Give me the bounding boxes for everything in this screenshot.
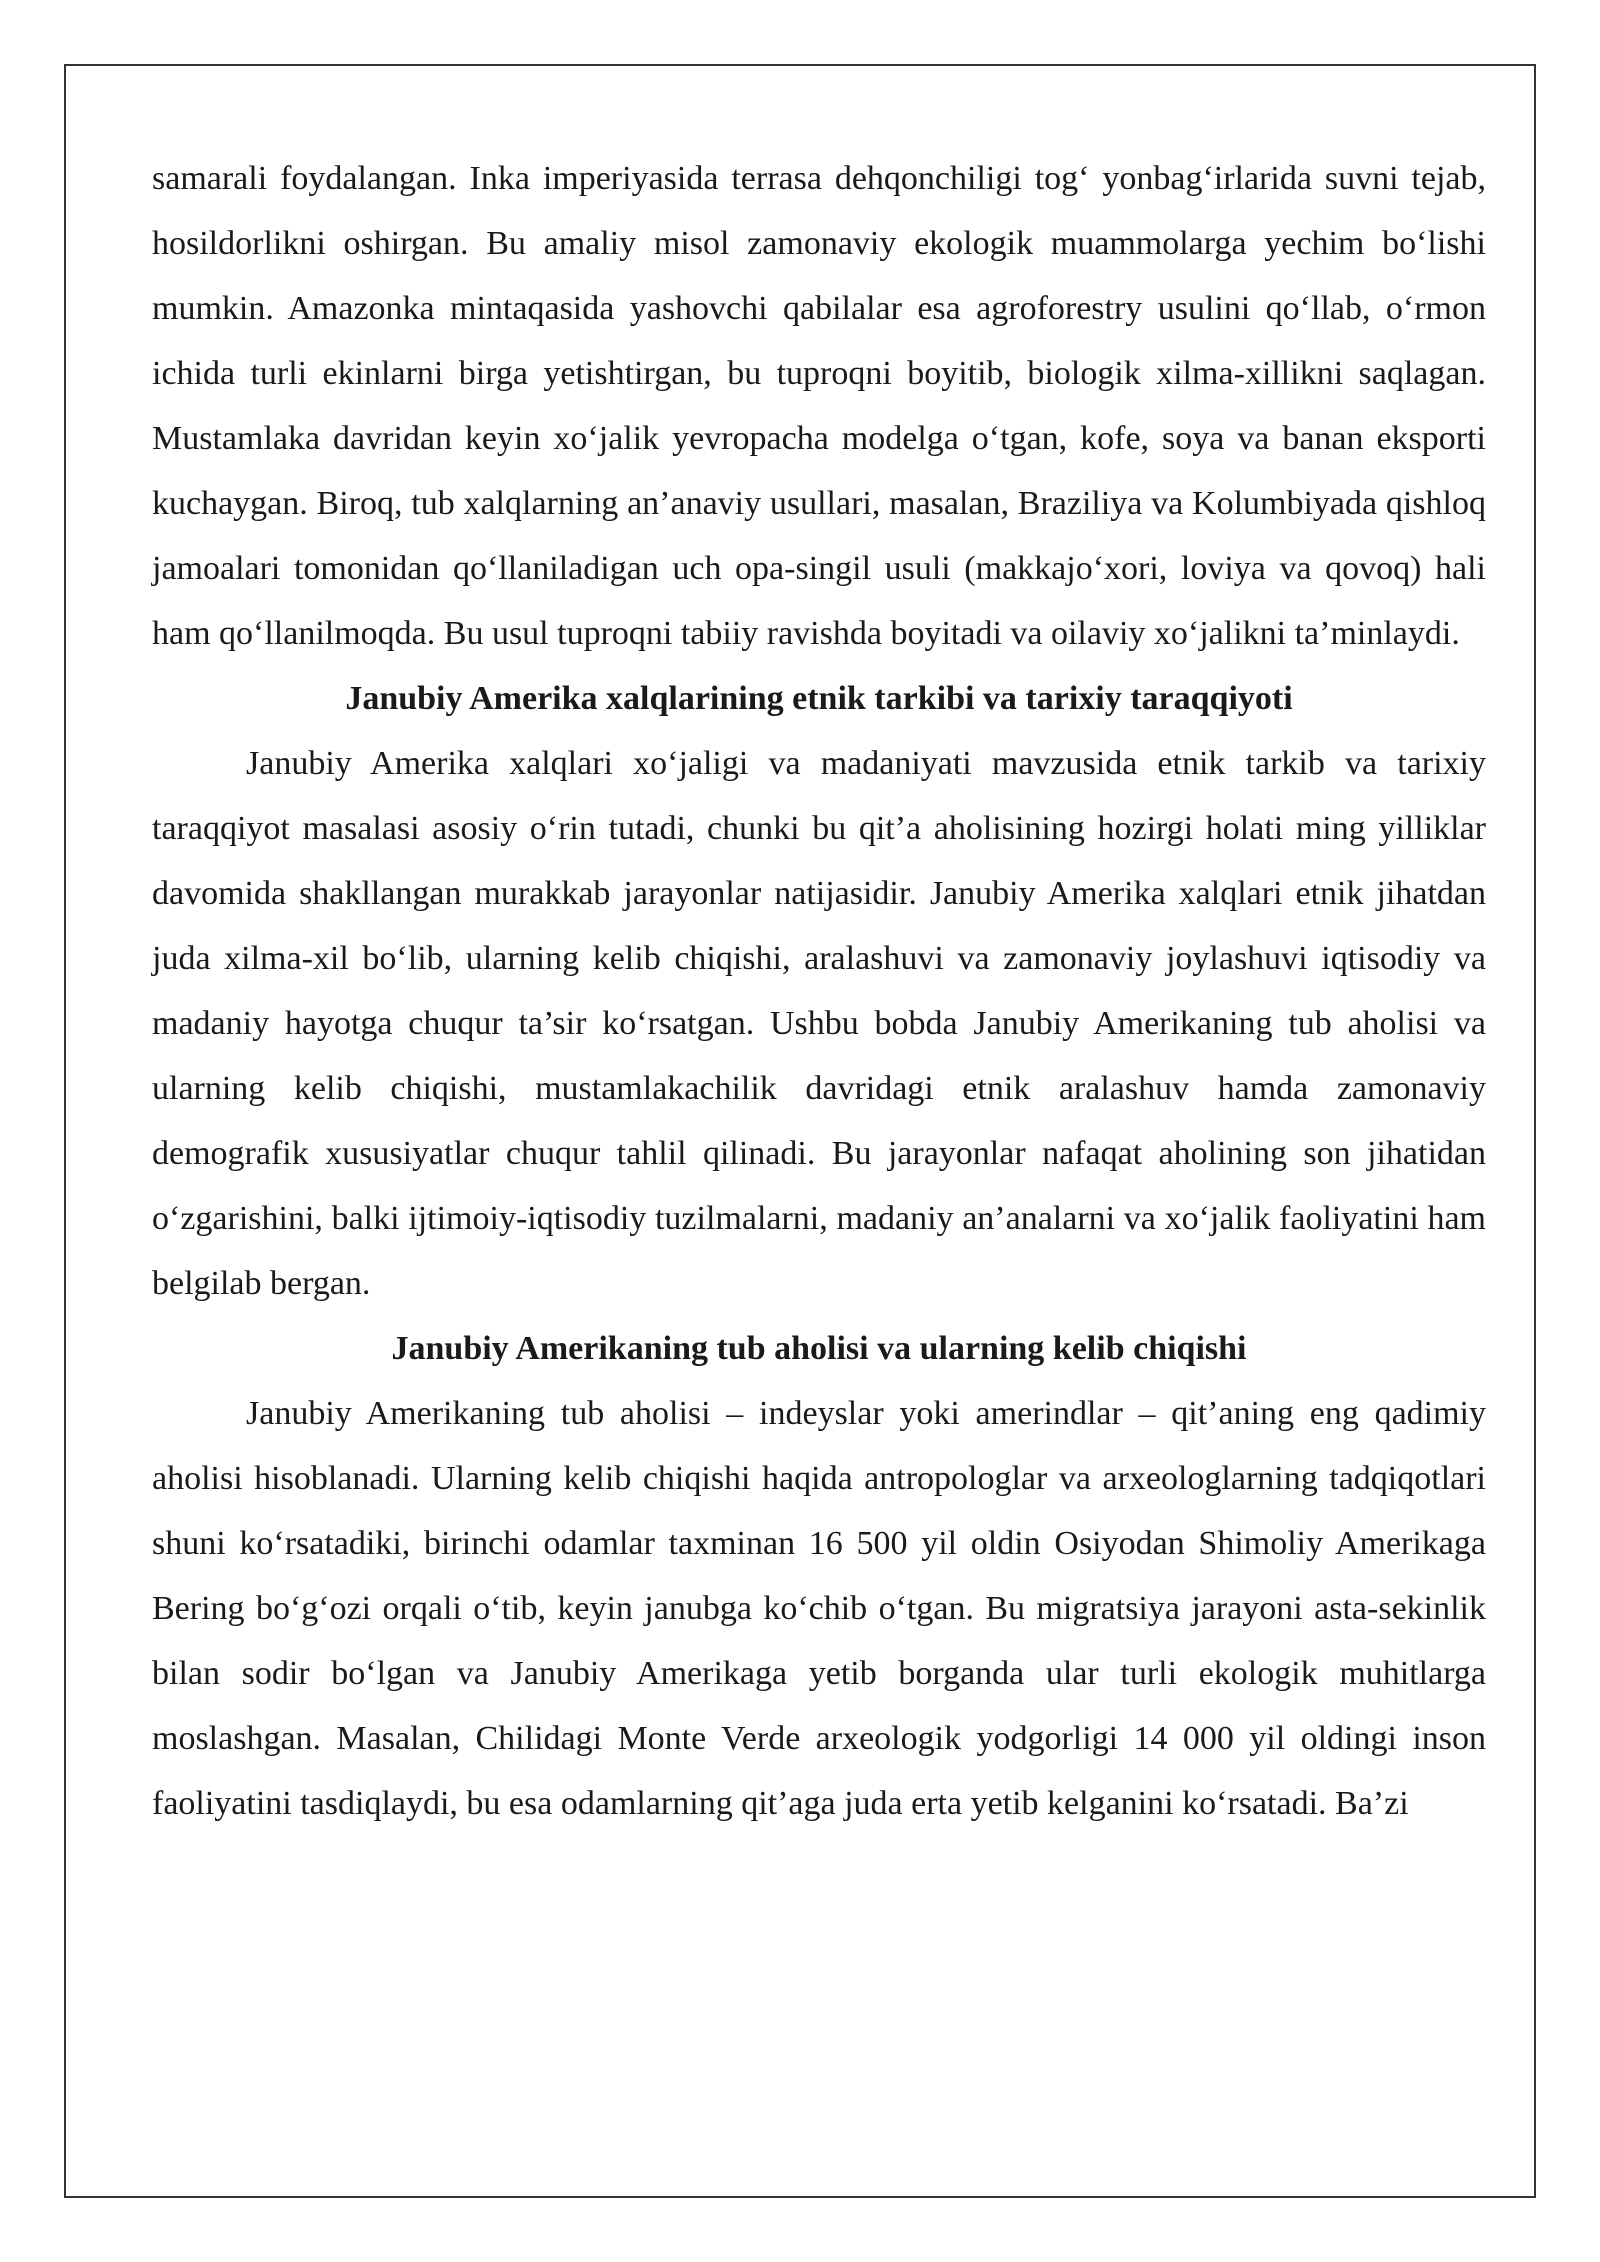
paragraph-indigenous-origin: Janubiy Amerikaning tub aholisi – indeyslar yoki amerindlar – qit’aning eng qadimiy aholisi hisoblanadi. Ularning kelib chiqishi haqida antropologlar va arxeologlarning tadqiqotlari shuni ko‘rsatadiki, birinchi odamlar taxminan 16 500 yil oldin Osiyodan Shimoliy Amerikaga Bering bo‘g‘ozi orqali o‘tib, keyin janubga ko‘chib o‘tgan. Bu migratsiya jarayoni asta-sekinlik bilan sodir bo‘lgan va Janubiy Amerikaga yetib borganda ular turli ekologik muhitlarga moslashgan. Masalan, Chilidagi Monte Verde arxeologik yodgorligi 14 000 yil oldingi inson faoliyatini tasdiqlaydi, bu esa odamlarning qit’aga juda erta yetib kelganini ko‘rsatadi. Ba’zi [152, 1395, 1486, 1822]
section-heading-indigenous-origin: Janubiy Amerikaning tub aholisi va ularning kelib chiqishi [391, 1330, 1247, 1367]
paragraph-agriculture: samarali foydalangan. Inka imperiyasida terrasa dehqonchiligi tog‘ yonbag‘irlarida suvni tejab, hosildorlikni oshirgan. Bu amaliy misol zamonaviy ekologik muammolarga yechim bo‘lishi mumkin. Amazonka mintaqasida yashovchi qabilalar esa agroforestry usulini qo‘llab, o‘rmon ichida turli ekinlarni birga yetishtirgan, bu tuproqni boyitib, biologik xilma-xillikni saqlagan. Mustamlaka davridan keyin xo‘jalik yevropacha modelga o‘tgan, kofe, soya va banan eksporti kuchaygan. Biroq, tub xalqlarning an’anaviy usullari, masalan, Braziliya va Kolumbiyada qishloq jamoalari tomonidan qo‘llaniladigan uch opa-singil usuli (makkajo‘xori, loviya va qovoq) hali ham qo‘llanilmoqda. Bu usul tuproqni tabiiy ravishda boyitadi va oilaviy xo‘jalikni ta’minlaydi. [152, 160, 1486, 652]
section-heading-ethnic-composition: Janubiy Amerika xalqlarining etnik tarkibi va tarixiy taraqqiyoti [345, 680, 1293, 717]
paragraph-ethnic-composition: Janubiy Amerika xalqlari xo‘jaligi va madaniyati mavzusida etnik tarkib va tarixiy taraqqiyot masalasi asosiy o‘rin tutadi, chunki bu qit’a aholisining hozirgi holati ming yilliklar davomida shakllangan murakkab jarayonlar natijasidir. Janubiy Amerika xalqlari etnik jihatdan juda xilma-xil bo‘lib, ularning kelib chiqishi, aralashuvi va zamonaviy joylashuvi iqtisodiy va madaniy hayotga chuqur ta’sir ko‘rsatgan. Ushbu bobda Janubiy Amerikaning tub aholisi va ularning kelib chiqishi, mustamlakachilik davridagi etnik aralashuv hamda zamonaviy demografik xususiyatlar chuqur tahlil qilinadi. Bu jarayonlar nafaqat aholining son jihatidan o‘zgarishini, balki ijtimoiy-iqtisodiy tuzilmalarni, madaniy an’analarni va xo‘jalik faoliyatini ham belgilab bergan. [152, 745, 1486, 1302]
document-body [152, 146, 1486, 1836]
